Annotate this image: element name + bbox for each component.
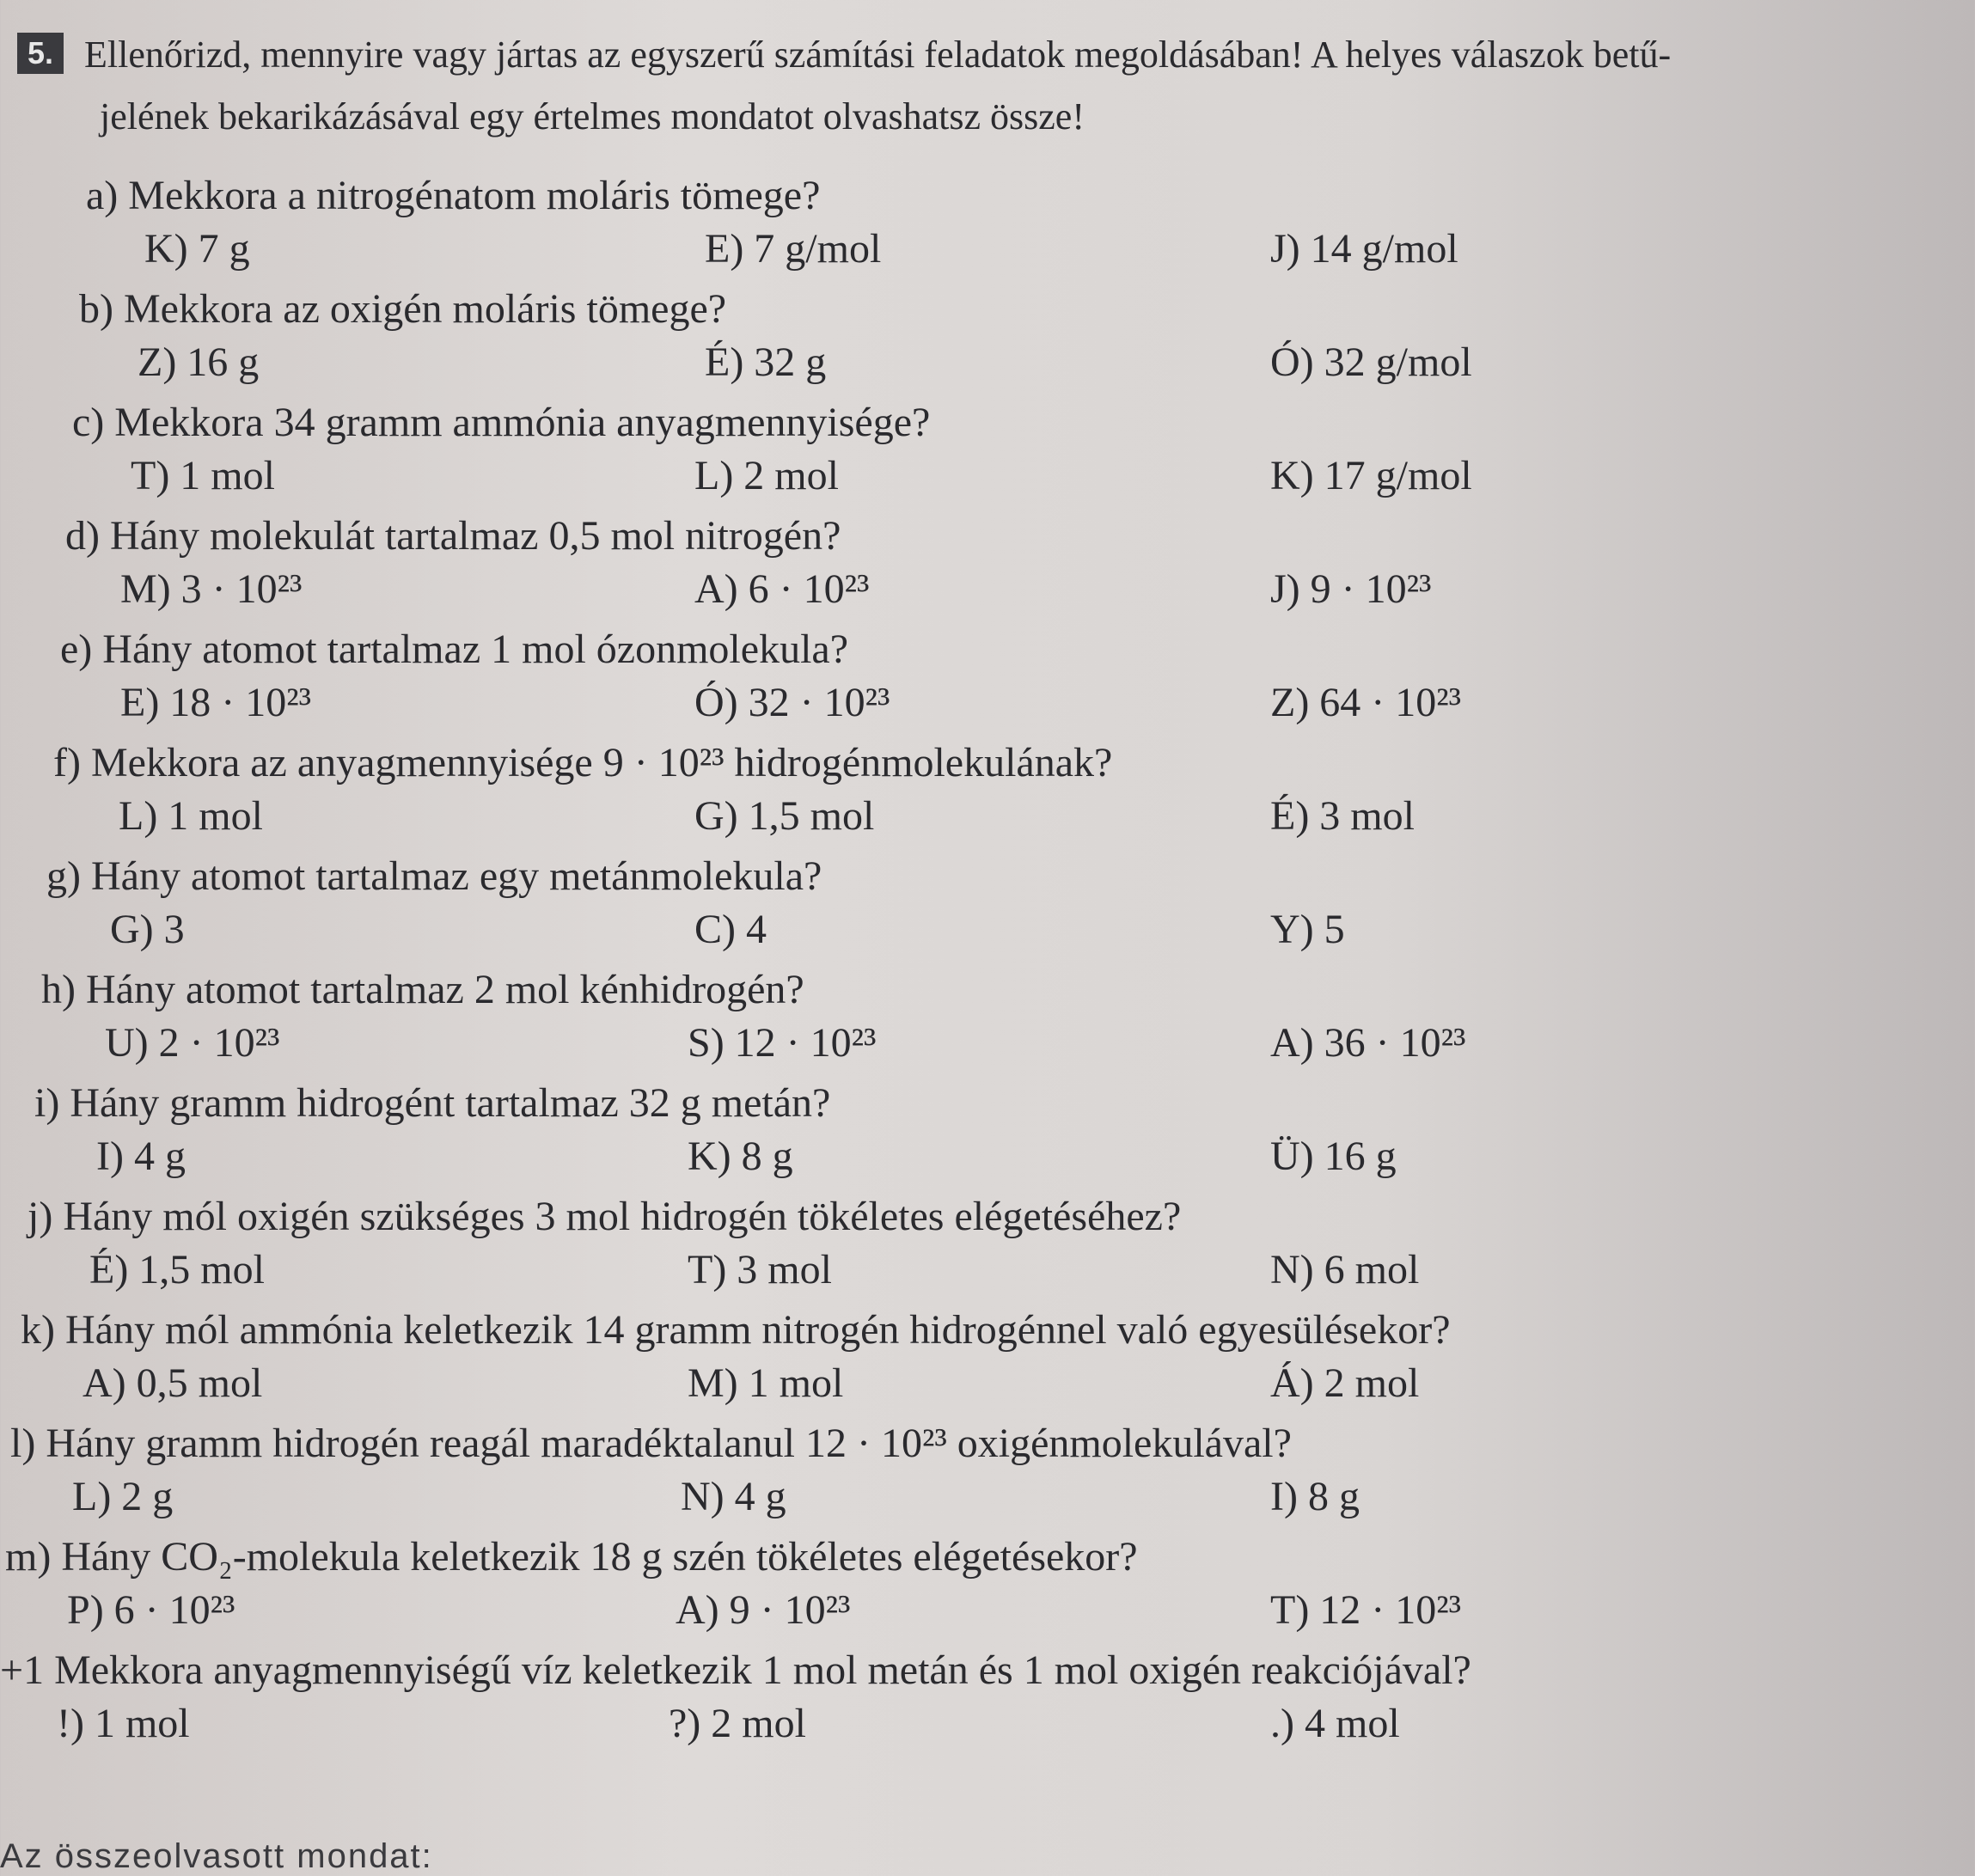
answer-option[interactable]: K) 7 g bbox=[144, 226, 250, 272]
answer-option[interactable]: M) 3 · 10²³ bbox=[120, 566, 303, 612]
question-text: i) Hány gramm hidrogént tartalmaz 32 g metán? bbox=[34, 1080, 831, 1126]
question-item bbox=[0, 1647, 1975, 1760]
question-text: d) Hány molekulát tartalmaz 0,5 mol nitrogén? bbox=[65, 513, 841, 559]
question-item bbox=[0, 626, 1975, 739]
question-text: f) Mekkora az anyagmennyisége 9 · 10²³ hidrogénmolekulának? bbox=[53, 740, 1113, 785]
question-text: l) Hány gramm hidrogén reagál maradéktalanul 12 · 10²³ oxigénmolekulával? bbox=[10, 1421, 1292, 1466]
instruction-line-1: Ellenőrizd, mennyire vagy jártas az egyszerű számítási feladatok megoldásában! A helyes válaszok betű- bbox=[84, 34, 1672, 76]
answer-option[interactable]: G) 1,5 mol bbox=[694, 793, 875, 839]
question-text: g) Hány atomot tartalmaz egy metánmolekula? bbox=[46, 853, 822, 899]
question-item bbox=[0, 1420, 1975, 1533]
question-text: +1 Mekkora anyagmennyiségű víz keletkezik 1 mol metán és 1 mol oxigén reakciójával? bbox=[0, 1647, 1471, 1693]
answer-option[interactable]: A) 0,5 mol bbox=[83, 1360, 263, 1406]
answer-option[interactable]: L) 1 mol bbox=[119, 793, 263, 839]
answer-option[interactable]: Ó) 32 g/mol bbox=[1270, 339, 1472, 385]
answer-option[interactable]: T) 12 · 10²³ bbox=[1270, 1587, 1462, 1633]
answer-option[interactable]: C) 4 bbox=[694, 907, 767, 952]
answer-option[interactable]: K) 17 g/mol bbox=[1270, 453, 1472, 498]
question-text: e) Hány atomot tartalmaz 1 mol ózonmolekula? bbox=[60, 626, 849, 672]
answer-option[interactable]: Z) 64 · 10²³ bbox=[1270, 680, 1462, 725]
exercise-number: 5. bbox=[17, 33, 64, 74]
answer-option[interactable]: K) 8 g bbox=[688, 1134, 793, 1179]
question-item bbox=[0, 512, 1975, 626]
answer-option[interactable]: G) 3 bbox=[110, 907, 185, 952]
answer-option[interactable]: E) 7 g/mol bbox=[705, 226, 882, 272]
answer-option[interactable]: J) 14 g/mol bbox=[1270, 226, 1458, 272]
answer-option[interactable]: Y) 5 bbox=[1270, 907, 1345, 952]
result-sentence-label: Az összeolvasott mondat: bbox=[0, 1837, 433, 1875]
answer-option[interactable]: .) 4 mol bbox=[1270, 1701, 1400, 1746]
answer-option[interactable]: T) 1 mol bbox=[131, 453, 275, 498]
answer-option[interactable]: E) 18 · 10²³ bbox=[120, 680, 312, 725]
question-text: c) Mekkora 34 gramm ammónia anyagmennyisége? bbox=[72, 400, 931, 445]
exercise-header bbox=[17, 24, 1908, 148]
answer-option[interactable]: !) 1 mol bbox=[57, 1701, 190, 1746]
answer-option[interactable]: Z) 16 g bbox=[138, 339, 260, 385]
answer-option[interactable]: S) 12 · 10²³ bbox=[688, 1020, 877, 1066]
question-text: b) Mekkora az oxigén moláris tömege? bbox=[79, 286, 727, 332]
question-item bbox=[0, 1533, 1975, 1647]
question-item bbox=[0, 399, 1975, 512]
question-text: a) Mekkora a nitrogénatom moláris tömege? bbox=[86, 173, 821, 218]
answer-option[interactable]: P) 6 · 10²³ bbox=[67, 1587, 235, 1633]
question-text: m) Hány CO₂-molekula keletkezik 18 g szén tökéletes elégetésekor? bbox=[5, 1534, 1138, 1580]
question-text: k) Hány mól ammónia keletkezik 14 gramm nitrogén hidrogénnel való egyesülésekor? bbox=[21, 1307, 1451, 1353]
question-item bbox=[0, 1193, 1975, 1306]
answer-option[interactable]: ?) 2 mol bbox=[669, 1701, 806, 1746]
answer-option[interactable]: N) 6 mol bbox=[1270, 1247, 1420, 1292]
answer-option[interactable]: Ó) 32 · 10²³ bbox=[694, 680, 890, 725]
answer-option[interactable]: Ü) 16 g bbox=[1270, 1134, 1397, 1179]
question-item bbox=[0, 852, 1975, 966]
answer-option[interactable]: É) 3 mol bbox=[1270, 793, 1415, 839]
answer-option[interactable]: T) 3 mol bbox=[688, 1247, 832, 1292]
answer-option[interactable]: M) 1 mol bbox=[688, 1360, 844, 1406]
answer-option[interactable]: U) 2 · 10²³ bbox=[105, 1020, 280, 1066]
question-item bbox=[0, 966, 1975, 1079]
answer-option[interactable]: A) 9 · 10²³ bbox=[676, 1587, 851, 1633]
question-item bbox=[0, 172, 1975, 285]
question-item bbox=[0, 1306, 1975, 1420]
answer-option[interactable]: I) 8 g bbox=[1270, 1474, 1360, 1519]
answer-option[interactable]: L) 2 mol bbox=[694, 453, 839, 498]
answer-option[interactable]: A) 6 · 10²³ bbox=[694, 566, 870, 612]
question-list bbox=[0, 172, 1975, 1760]
answer-option[interactable]: I) 4 g bbox=[96, 1134, 186, 1179]
question-text: h) Hány atomot tartalmaz 2 mol kénhidrogén? bbox=[41, 967, 804, 1012]
question-item bbox=[0, 1079, 1975, 1193]
answer-option[interactable]: L) 2 g bbox=[72, 1474, 174, 1519]
answer-option[interactable]: Á) 2 mol bbox=[1270, 1360, 1420, 1406]
answer-option[interactable]: É) 32 g bbox=[705, 339, 827, 385]
question-item bbox=[0, 739, 1975, 852]
answer-option[interactable]: N) 4 g bbox=[681, 1474, 786, 1519]
answer-option[interactable]: J) 9 · 10²³ bbox=[1270, 566, 1432, 612]
answer-option[interactable]: A) 36 · 10²³ bbox=[1270, 1020, 1466, 1066]
instruction-line-2: jelének bekarikázásával egy értelmes mondatot olvashatsz össze! bbox=[100, 95, 1085, 137]
question-item bbox=[0, 285, 1975, 399]
answer-option[interactable]: É) 1,5 mol bbox=[89, 1247, 265, 1292]
question-text: j) Hány mól oxigén szükséges 3 mol hidrogén tökéletes elégetéséhez? bbox=[28, 1194, 1182, 1239]
